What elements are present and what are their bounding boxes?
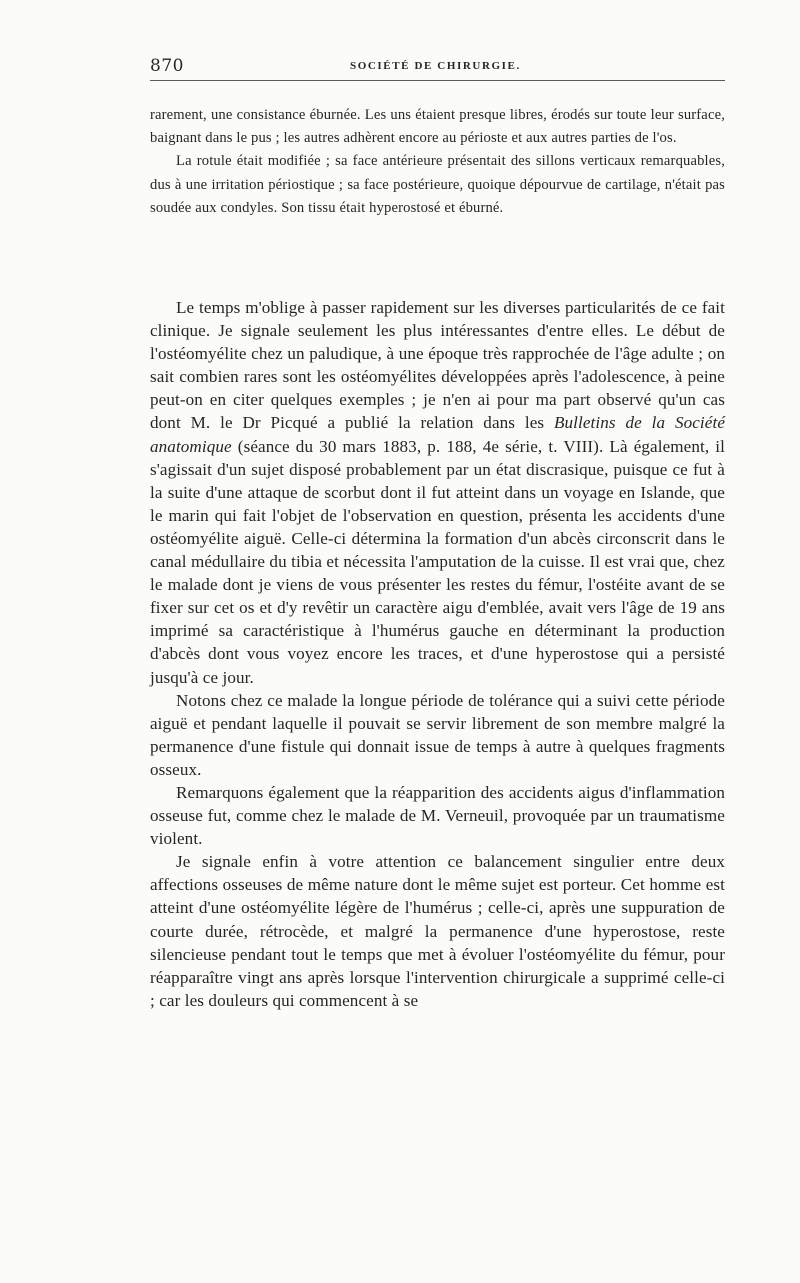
quoted-paragraph-1: rarement, une consistance éburnée. Les uns étaient presque libres, érodés sur toute leur surface, baignant dans le pus ; les autres adhèrent encore au périoste et aux autres parties de l'os. bbox=[150, 107, 725, 147]
journal-title: Bulletins de la Société anatomique bbox=[150, 413, 726, 456]
main-paragraph-1 bbox=[150, 296, 725, 689]
main-paragraph-3: Remarquons également que la réapparition des accidents aigus d'inflammation osseuse fut, comme chez le malade de M. Verneuil, provoquée par un traumatisme violent. bbox=[150, 782, 725, 849]
header-rule bbox=[150, 80, 725, 81]
page-number: 870 bbox=[150, 56, 184, 76]
running-title: SOCIÉTÉ DE CHIRURGIE. bbox=[350, 60, 521, 72]
paragraph-1-text-a: Le temps m'oblige à passer rapidement sur les diverses particularités de ce fait clinique. Je signale seulement les plus intéressantes d'entre elles. Le début de l'ostéomyélite chez un paludique, à une époque très rapprochée de l'âge adulte ; on sait combien rares sont les ostéomyélites développées après l'adolescence, à peine peut-on en citer quelques exemples ; je n'en ai pour ma part observé qu'un cas dont M. le Dr Picqué a publié la relation dans les bbox=[150, 298, 725, 433]
quoted-observation-passage bbox=[150, 104, 725, 220]
paragraph-1-text-b: (séance du 30 mars 1883, p. 188, 4e série, t. VIII). Là également, il s'agissait d'un sujet disposé probablement par un état discrasique, puisque ce fut à la suite d'une attaque de scorbut dont il fut atteint dans un voyage en Islande, que le marin qui fait l'objet de l'observation en question, présenta les accidents d'une ostéomyélite aiguë. Celle-ci détermina la formation d'un abcès circonscrit dans le canal médullaire du tibia et nécessita l'amputation de la cuisse. Il est vrai que, chez le malade dont je viens de vous présenter les restes du fémur, l'ostéite avant de se fixer sur cet os et d'y revêtir un caractère aigu d'emblée, avait vers l'âge de 19 ans imprimé sa caractéristique à l'humérus gauche en déterminant la production d'abcès dont vous voyez encore les traces, et d'une hyperostose qui a persisté jusqu'à ce jour. bbox=[150, 436, 725, 687]
quoted-paragraph-2: La rotule était modifiée ; sa face antérieure présentait des sillons verticaux remarquables, dus à une irritation périostique ; sa face postérieure, quoique dépourvue de cartilage, n'était pas soudée aux condyles. Son tissu était hyperostosé et éburné. bbox=[150, 153, 725, 216]
running-head bbox=[150, 56, 725, 84]
main-text bbox=[150, 296, 725, 1012]
main-paragraph-2: Notons chez ce malade la longue période de tolérance qui a suivi cette période aiguë et pendant laquelle il pouvait se servir librement de son membre malgré la permanence d'une fistule qui donnait issue de temps à autre à quelques fragments osseux. bbox=[150, 690, 725, 779]
main-paragraph-4: Je signale enfin à votre attention ce balancement singulier entre deux affections osseuses de même nature dont le même sujet est porteur. Cet homme est atteint d'une ostéomyélite légère de l'humérus ; celle-ci, après une suppuration de courte durée, rétrocède, et malgré la permanence d'une hyperostose, reste silencieuse pendant tout le temps que met à évoluer l'ostéomyélite du fémur, pour réapparaître vingt ans après lorsque l'intervention chirurgicale a supprimé celle-ci ; car les douleurs qui commencent à se bbox=[150, 852, 725, 1010]
